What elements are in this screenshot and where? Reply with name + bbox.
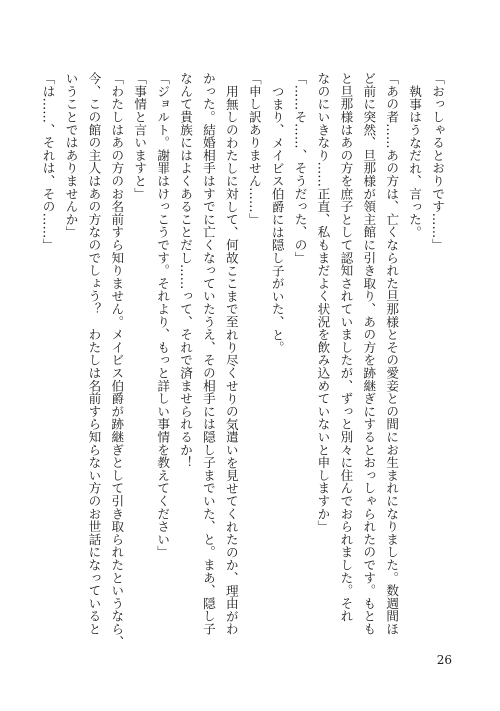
page-number: 26 <box>436 653 452 667</box>
text-line: 今、この館の主人はあの方なのでしょう？ わたしは名前すら知らない方のお世話になっていると <box>86 72 102 636</box>
text-line: なんて貴族にはよくあることだし……って、それで済ませられるか！ <box>178 72 194 469</box>
text-line: つまり、メイビス伯爵には隠し子がいた、と。 <box>269 84 285 354</box>
text-line: と旦那様はあの方を庶子として認知されていましたが、ずっと別々に住んでおられました。それ <box>338 72 354 623</box>
text-line: 「わたしはあの方のお名前すら知りません。メイビス伯爵が跡継ぎとして引き取られたというなら、 <box>109 72 125 648</box>
text-line: 「ジョルト。謝罪はけっこうです。それより、もっと詳しい事情を教えてください」 <box>155 72 171 559</box>
vertical-text-body <box>40 72 448 662</box>
text-line: 執事はうなだれ、言った。 <box>407 84 423 239</box>
text-line: 「申し訳ありません……」 <box>246 72 262 226</box>
text-line: ど前に突然、旦那様が領主館に引き取り、あの方を跡継ぎにするとおっしゃられたのです。もとも <box>361 72 377 636</box>
text-line: なのにいきなり……正直、私もまだよく状況を飲み込めていないと申しますか」 <box>315 72 331 533</box>
text-line: かった。結婚相手はすでに亡くなっていたうえ、その相手には隠し子までいた、と。まあ、隠し子 <box>200 72 216 636</box>
text-line: 「あの者……あの方は、亡くなられた旦那様とその愛妾との間にお生まれになりました。数週間ほ <box>384 72 400 636</box>
text-line: 「事情と言いますと」 <box>132 72 148 200</box>
text-line: いうことではありませんか」 <box>63 72 79 239</box>
text-line: 「おっしゃるとおりです……」 <box>430 72 445 252</box>
text-line: 「……そ……、そうだった、の」 <box>292 72 308 264</box>
text-line: 用無しのわたしに対して、何故ここまで至れり尽くせりの気遣いを見せてくれたのか、理由がわ <box>223 84 239 635</box>
text-line: 「は……、それは、その……」 <box>40 72 56 252</box>
